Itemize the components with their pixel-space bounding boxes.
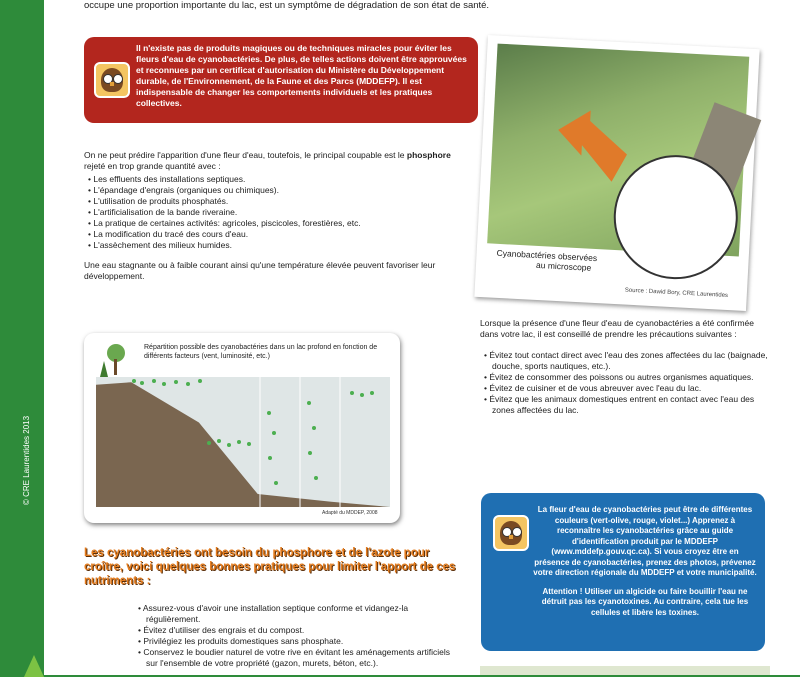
list-item: • Les effluents des installations septiques. (96, 174, 474, 185)
precautions-section (480, 318, 770, 416)
info-box (481, 493, 765, 651)
list-item: • Conservez le boudier naturel de votre rive en évitant les aménagements artificiels sur l'ensemble de votre propriété (gazon, murets, béton, etc.). (146, 647, 464, 669)
bottom-stripe (480, 666, 770, 675)
list-item: • L'utilisation de produits phosphatés. (96, 196, 474, 207)
cyanobacteria-photo (474, 35, 759, 311)
list-item: • Évitez tout contact direct avec l'eau des zones affectées du lac (baignade, douche, sports nautiques, etc.). (492, 350, 770, 372)
causes-section (84, 150, 474, 282)
list-item: • Évitez de consommer des poissons ou autres organismes aquatiques. (492, 372, 770, 383)
copyright-vertical: © CRE Laurentides 2013 (22, 415, 31, 505)
list-item: • La pratique de certaines activités: agricoles, piscicoles, forestières, etc. (96, 218, 474, 229)
warning-text: Il n'existe pas de produits magiques ou de techniques miracles pour éviter les fleurs d'eau de cyanobactéries. De plus, de telles actions doivent être approuvées et reconnues par un certificat d'autorisation du Ministère du Développement durable, de l'Environnement, de la Faune et des Parcs (MDDEFP). Il est indispensable de changer les comportements individuels et les pratiques collectives. (136, 43, 467, 108)
list-item: • L'artificialisation de la bande riveraine. (96, 207, 474, 218)
phosphore-highlight: phosphore (406, 150, 451, 160)
tree-icon (24, 655, 44, 677)
list-item: • Évitez de cuisiner et de vous abreuver avec l'eau du lac. (492, 383, 770, 394)
intro-continued-text: occupe une proportion importante du lac, est un symptôme de dégradation de son état de santé. (84, 0, 490, 11)
practices-list (134, 603, 464, 669)
list-item: • L'épandage d'engrais (organiques ou chimiques). (96, 185, 474, 196)
causes-intro: On ne peut prédire l'apparition d'une fleur d'eau, toutefois, le principal coupable est le phosphore rejeté en trop grande quantité avec : (84, 150, 451, 171)
list-item: • Évitez d'utiliser des engrais et du compost. (146, 625, 464, 636)
photo-caption: Cyanobactéries observées au microscope (496, 247, 598, 273)
list-item: • Privilégiez les produits domestiques sans phosphate. (146, 636, 464, 647)
list-item: • La modification du tracé des cours d'eau. (96, 229, 474, 240)
owl-icon (493, 515, 529, 551)
list-item: • Évitez que les animaux domestiques entrent en contact avec l'eau des zones affectées du lac. (492, 394, 770, 416)
precautions-intro: Lorsque la présence d'une fleur d'eau de cyanobactéries a été confirmée dans votre lac, il est conseillé de prendre les précautions suivantes : (480, 318, 755, 339)
list-item: • L'assèchement des milieux humides. (96, 240, 474, 251)
precautions-list (480, 350, 770, 416)
warning-box (84, 37, 478, 123)
diagram-title: Répartition possible des cyanobactéries dans un lac profond en fonction de différents facteurs (vent, luminosité, etc.) (144, 344, 378, 360)
stagnant-text: Une eau stagnante ou à faible courant ainsi qu'une température élevée peuvent favoriser leur développement. (84, 260, 436, 281)
practices-section (134, 603, 464, 669)
list-item: • Assurez-vous d'avoir une installation septique conforme et vidangez-la régulièrement. (146, 603, 464, 625)
owl-icon (94, 62, 130, 98)
info-text: La fleur d'eau de cyanobactéries peut être de différentes couleurs (vert-olive, rouge, violet...) Apprenez à reconnaître les cyanobactéries grâce au guide d'identification produit par le MDDEFP (www.mddefp.gouv.qc.ca). Si vous croyez être en présence de cyanobactéries, prenez des photos, prévenez votre direction régionale du MDDEFP et votre municipalité. Attention ! Utiliser un algicide ou faire bouillir l'eau ne détruit pas les cyanotoxines. Au contraire, cela tue les cellules et libère les toxines. (533, 505, 757, 617)
photo-source: Source : Dawid Bory, CRE Laurentides (624, 287, 729, 299)
causes-list (84, 174, 474, 251)
lake-diagram (84, 333, 400, 523)
diagram-source: Adapté du MDDEP, 2008 (322, 510, 378, 516)
practices-title: Les cyanobactéries ont besoin du phosphore et de l'azote pour croître, voici quelques bonnes pratiques pour limiter l'apport de ces nutriments : (84, 547, 456, 587)
diagram-graphics (84, 333, 400, 523)
